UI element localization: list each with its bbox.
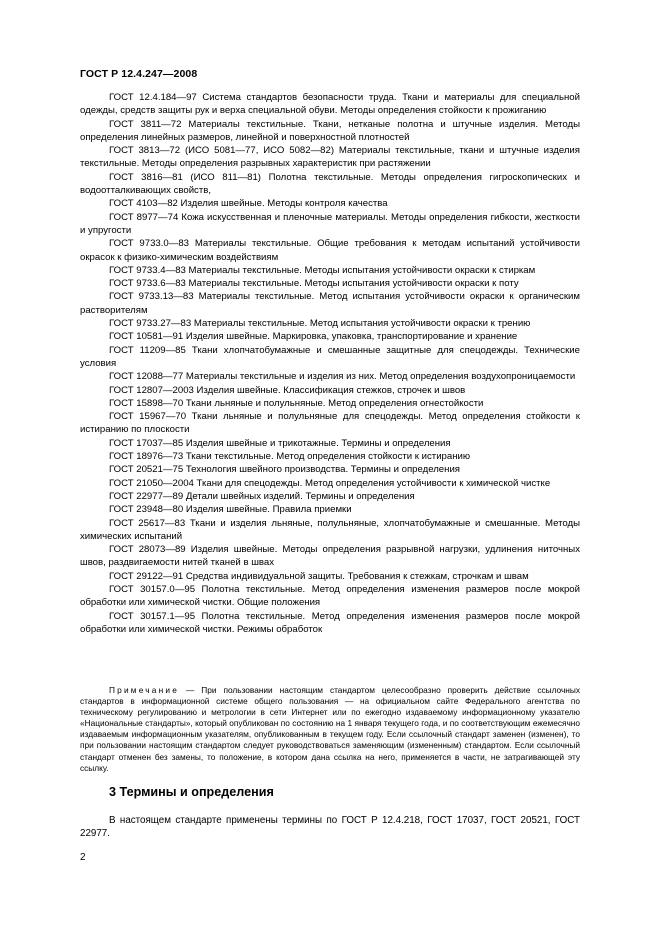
section-body: В настоящем стандарте применены термины по ГОСТ Р 12.4.218, ГОСТ 17037, ГОСТ 20521, ГОСТ 22977.	[80, 815, 580, 840]
reference-item: ГОСТ 3813—72 (ИСО 5081—77, ИСО 5082—82) Материалы текстильные, ткани и штучные изделия текстильные. Методы определения разрывных характеристик при растяжении	[80, 145, 580, 170]
reference-item: ГОСТ 12807—2003 Изделия швейные. Классификация стежков, строчек и швов	[109, 384, 466, 396]
reference-item: ГОСТ 29122—91 Средства индивидуальной защиты. Требования к стежкам, строчкам и швам	[109, 570, 529, 582]
reference-item: ГОСТ 12.4.184—97 Система стандартов безопасности труда. Ткани и материалы для специальной одежды, средств защиты рук и верха специальной обуви. Методы определения стойкости к прожиганию	[80, 92, 580, 117]
reference-item: ГОСТ 3816—81 (ИСО 811—81) Полотна текстильные. Методы определения гигроскопических и водоотталкивающих свойств,	[80, 171, 580, 197]
reference-item: ГОСТ 25617—83 Ткани и изделия льняные, полульняные, хлопчатобумажные и смешанные. Методы химических испытаний	[80, 517, 580, 542]
reference-item: ГОСТ 15898—70 Ткани льняные и полульняные. Метод определения огнестойкости	[109, 397, 484, 409]
reference-item: ГОСТ 22977—89 Детали швейных изделий. Термины и определения	[109, 490, 415, 502]
reference-item: ГОСТ 9733.0—83 Материалы текстильные. Общие требования к методам испытаний устойчивости окрасок к физико-химическим воздействиям	[80, 238, 580, 263]
reference-item: ГОСТ 28073—89 Изделия швейные. Методы определения разрывной нагрузки, удлинения ниточных швов, раздвигаемости нитей тканей в швах	[80, 544, 580, 569]
reference-item: ГОСТ 12088—77 Материалы текстильные и изделия из них. Метод определения воздухопроницаемости	[109, 371, 576, 383]
reference-item: ГОСТ 10581—91 Изделия швейные. Маркировка, упаковка, транспортирование и хранение	[109, 331, 518, 343]
reference-item: ГОСТ 8977—74 Кожа искусственная и пленочные материалы. Методы определения гибкости, жесткости и упругости	[80, 211, 580, 236]
reference-item: ГОСТ 23948—80 Изделия швейные. Правила приемки	[109, 504, 352, 516]
reference-item: ГОСТ 30157.0—95 Полотна текстильные. Метод определения изменения размеров после мокрой обработки или химической чистки. Общие положения	[80, 583, 580, 609]
reference-item: ГОСТ 18976—73 Ткани текстильные. Метод определения стойкости к истиранию	[109, 451, 471, 463]
reference-item: ГОСТ 17037—85 Изделия швейные и трикотажные. Термины и определения	[109, 437, 451, 449]
note-block	[80, 685, 580, 774]
note-paragraph	[80, 685, 580, 774]
reference-item: ГОСТ 11209—85 Ткани хлопчатобумажные и смешанные защитные для спецодежды. Технические условия	[80, 344, 580, 369]
reference-item: ГОСТ 30157.1—95 Полотна текстильные. Метод определения изменения размеров после мокрой обработки или химической чистки. Режимы обработок	[80, 610, 580, 635]
page-number: 2	[80, 852, 86, 863]
reference-item: ГОСТ 9733.13—83 Материалы текстильные. Метод испытания устойчивости окраски к органическим растворителям	[80, 291, 580, 316]
reference-item: ГОСТ 4103—82 Изделия швейные. Методы контроля качества	[109, 198, 388, 210]
section-heading: 3 Термины и определения	[109, 785, 274, 799]
normative-references-list	[80, 91, 580, 636]
reference-item: ГОСТ 20521—75 Технология швейного производства. Термины и определения	[109, 464, 460, 476]
reference-item: ГОСТ 3811—72 Материалы текстильные. Ткани, нетканые полотна и штучные изделия. Методы определения линейных размеров, линейной и поверхностной плотностей	[80, 118, 580, 143]
note-text: — При пользовании настоящим стандартом целесообразно проверить действие ссылочных стандартов в информационной системе общего пользования — на официальном сайте Федерального агентства по техническому регулированию и метрологии в сети Интернет или по ежегодно издаваемому информационному указателю «Национальные стандарты», который опубликован по состоянию на 1 января текущего года, и по соответствующим ежемесячно издаваемым информационным указателям, опубликованным в текущем году. Если ссылочный стандарт заменен (изменен), то при пользовании настоящим стандартом следует руководствоваться заменяющим (измененным) стандартом. Если ссылочный стандарт отменен без замены, то положение, в котором дана ссылка на него, применяется в части, не затрагивающей эту ссылку.	[80, 685, 580, 773]
reference-item: ГОСТ 21050—2004 Ткани для спецодежды. Метод определения устойчивости к химической чистке	[109, 477, 551, 489]
document-header: ГОСТ Р 12.4.247—2008	[80, 68, 198, 80]
reference-item: ГОСТ 15967—70 Ткани льняные и полульняные для спецодежды. Метод определения стойкости к истиранию по плоскости	[80, 411, 580, 436]
reference-item: ГОСТ 9733.4—83 Материалы текстильные. Методы испытания устойчивости окраски к стиркам	[109, 264, 536, 276]
note-label: Примечание	[109, 685, 180, 695]
reference-item: ГОСТ 9733.27—83 Материалы текстильные. Метод испытания устойчивости окраски к трению	[109, 318, 531, 330]
reference-item: ГОСТ 9733.6—83 Материалы текстильные. Методы испытания устойчивости окраски к поту	[109, 278, 519, 290]
